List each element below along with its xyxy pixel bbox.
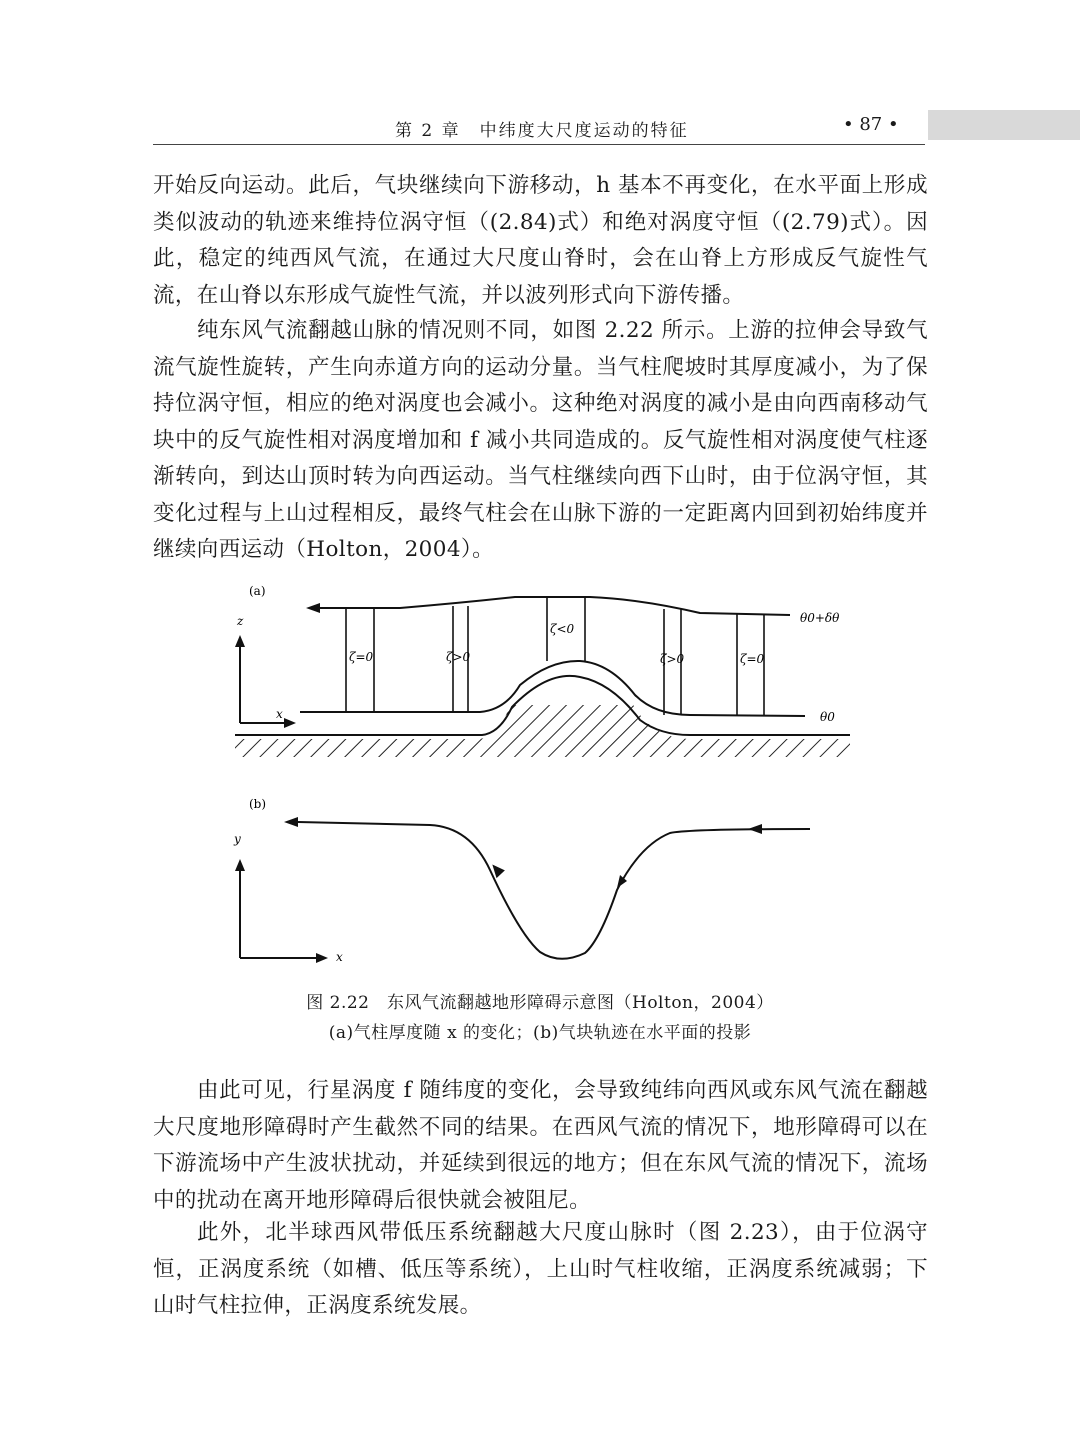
trajectory-arrowhead-west <box>284 817 298 827</box>
theta-plus-label: θ0+δθ <box>800 611 840 625</box>
paragraph-3: 由此可见，行星涡度 f 随纬度的变化，会导致纯纬向西风或东风气流在翻越大尺度地形障碍时产生截然不同的结果。在西风气流的情况下，地形障碍可以在下游流场中产生波状扰动，并延续到很远的地方；但在东风气流的情况下，流场中的扰动在离开地形障碍后很快就会被阻尼。 <box>153 1078 928 1213</box>
trajectory-arrowhead-descending <box>617 875 627 888</box>
chapter-title: 第 2 章 中纬度大尺度运动的特征 <box>395 121 689 141</box>
vorticity-label: ζ=0 <box>349 650 374 664</box>
vorticity-label: ζ=0 <box>740 652 765 666</box>
z-axis-label: z <box>237 614 244 628</box>
vorticity-label: ζ<0 <box>550 622 575 636</box>
y-axis-label: y <box>234 832 241 846</box>
figure-subcaption: (a)气柱厚度随 x 的变化；(b)气块轨迹在水平面的投影 <box>328 1023 752 1043</box>
figure-caption: 图 2.22 东风气流翻越地形障碍示意图（Holton，2004） <box>306 993 774 1013</box>
figure-2-22 <box>0 575 1080 975</box>
paragraph-1: 开始反向运动。此后，气块继续向下游移动，h 基本不再变化，在水平面上形成类似波动的轨迹来维持位涡守恒（(2.84)式）和绝对涡度守恒（(2.79)式）。因此，稳定的纯西风气流，在通过大尺度山脊时，会在山脊上方形成反气旋性气流，在山脊以东形成气旋性气流，并以波列形式向下游传播。 <box>153 173 928 308</box>
z-axis-arrowhead <box>235 635 245 647</box>
y-axis-arrowhead <box>235 859 245 871</box>
running-header <box>153 108 925 145</box>
flow-arrowhead-a <box>306 603 320 613</box>
page-number: • 87 • <box>843 114 899 135</box>
panel-a-label: (a) <box>249 584 266 598</box>
paragraph-4: 此外，北半球西风带低压系统翻越大尺度山脉时（图 2.23），由于位涡守恒，正涡度系统（如槽、低压等系统），上山时气柱收缩，正涡度系统减弱；下山时气柱拉伸，正涡度系统发展。 <box>153 1220 928 1318</box>
paragraph-2: 纯东风气流翻越山脉的情况则不同，如图 2.22 所示。上游的拉伸会导致气流气旋性旋转，产生向赤道方向的运动分量。当气柱爬坡时其厚度减小，为了保持位涡守恒，相应的绝对涡度也会减小。这种绝对涡度的减小是由向西南移动气块中的反气旋性相对涡度增加和 f 减小共同造成的。反气旋性相对涡度使气柱逐渐转向，到达山顶时转为向西运动。当气柱继续向西下山时，由于位涡守恒，其变化过程与上山过程相反，最终气柱会在山脉下游的一定距离内回到初始纬度并继续向西运动（Holton，2004）。 <box>153 318 928 562</box>
trajectory-curve <box>298 822 810 959</box>
theta0-plus-surface <box>320 597 790 615</box>
vorticity-label: ζ>0 <box>660 652 685 666</box>
vorticity-label: ζ>0 <box>446 650 471 664</box>
theta0-label: θ0 <box>820 710 835 724</box>
trajectory-arrowhead-east <box>748 824 762 834</box>
figure-svg <box>0 575 1080 975</box>
trajectory-arrowhead-rising <box>492 863 505 878</box>
page-tab-strip <box>928 110 1080 140</box>
x-axis-b-label: x <box>336 950 343 964</box>
x-axis-a-label: x <box>276 707 283 721</box>
x-axis-a-arrowhead <box>284 718 296 728</box>
x-axis-b-arrowhead <box>316 953 328 963</box>
panel-b-label: (b) <box>249 797 267 811</box>
